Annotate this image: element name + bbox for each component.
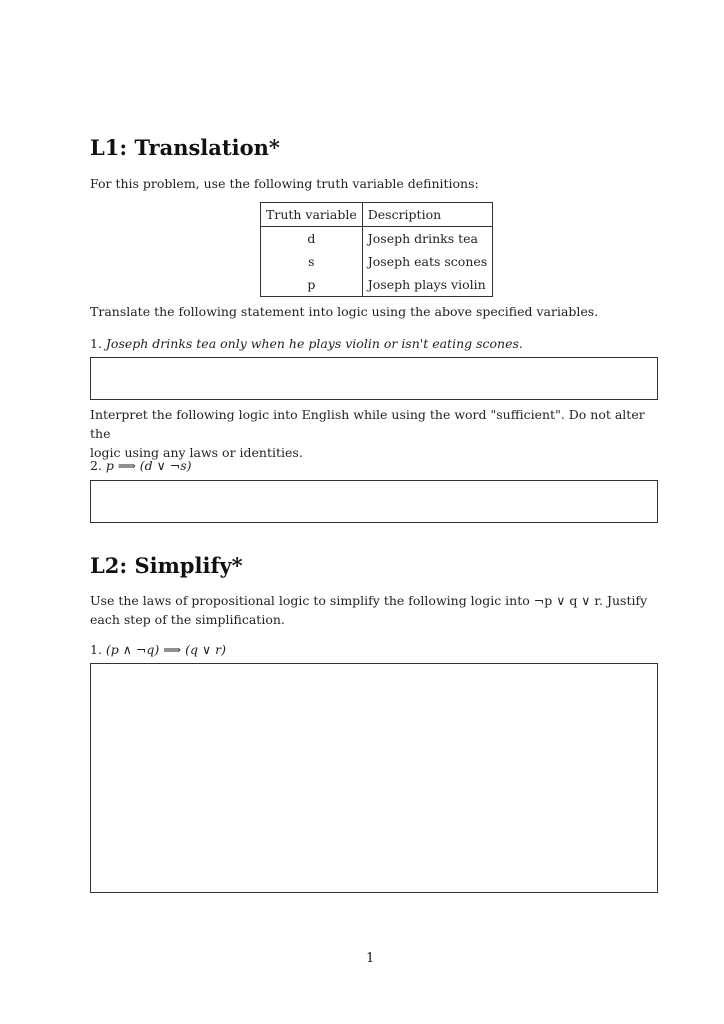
translate-instruction: Translate the following statement into logic using the above specified variables. xyxy=(90,304,599,319)
table-cell-variable: s xyxy=(261,250,363,273)
interpret-instruction-line: logic using any laws or identities. xyxy=(90,445,303,460)
question-statement: Joseph drinks tea only when he plays violin or isn't eating scones. xyxy=(105,336,523,351)
table-cell-description: Joseph drinks tea xyxy=(362,227,492,251)
question-l1-2 xyxy=(90,456,192,475)
table-cell-description: Joseph plays violin xyxy=(362,273,492,297)
page-number: 1 xyxy=(366,951,375,966)
section-heading-l2: L2: Simplify* xyxy=(90,553,243,578)
question-l1-1 xyxy=(90,334,523,353)
table-row xyxy=(261,250,493,273)
question-l2-1 xyxy=(90,640,226,659)
table-row xyxy=(261,273,493,297)
table-header-row xyxy=(261,203,493,227)
answer-box-l1-2[interactable] xyxy=(90,480,658,523)
question-expression: p ⟹ (d ∨ ¬s) xyxy=(105,458,192,473)
table-header-variable: Truth variable xyxy=(261,203,363,227)
section-heading-l1: L1: Translation* xyxy=(90,135,280,160)
table-header-description: Description xyxy=(362,203,492,227)
l1-intro-text: For this problem, use the following truth variable definitions: xyxy=(90,176,479,191)
l2-instruction-line: each step of the simplification. xyxy=(90,612,285,627)
table-row xyxy=(261,227,493,251)
question-expression: (p ∧ ¬q) ⟹ (q ∨ r) xyxy=(105,642,226,657)
answer-box-l1-1[interactable] xyxy=(90,357,658,400)
question-number: 2. xyxy=(90,458,102,473)
question-number: 1. xyxy=(90,336,102,351)
question-number: 1. xyxy=(90,642,102,657)
answer-box-l2-1[interactable] xyxy=(90,663,658,893)
table-cell-description: Joseph eats scones xyxy=(362,250,492,273)
l2-instruction xyxy=(90,591,665,629)
interpret-instruction xyxy=(90,405,665,462)
table-cell-variable: d xyxy=(261,227,363,251)
table-cell-variable: p xyxy=(261,273,363,297)
l2-instruction-line: Use the laws of propositional logic to simplify the following logic into ¬p ∨ q ∨ r. Justify xyxy=(90,593,648,608)
interpret-instruction-line: Interpret the following logic into English while using the word "sufficient". Do not alter the xyxy=(90,407,645,441)
truth-variable-table xyxy=(260,202,493,297)
